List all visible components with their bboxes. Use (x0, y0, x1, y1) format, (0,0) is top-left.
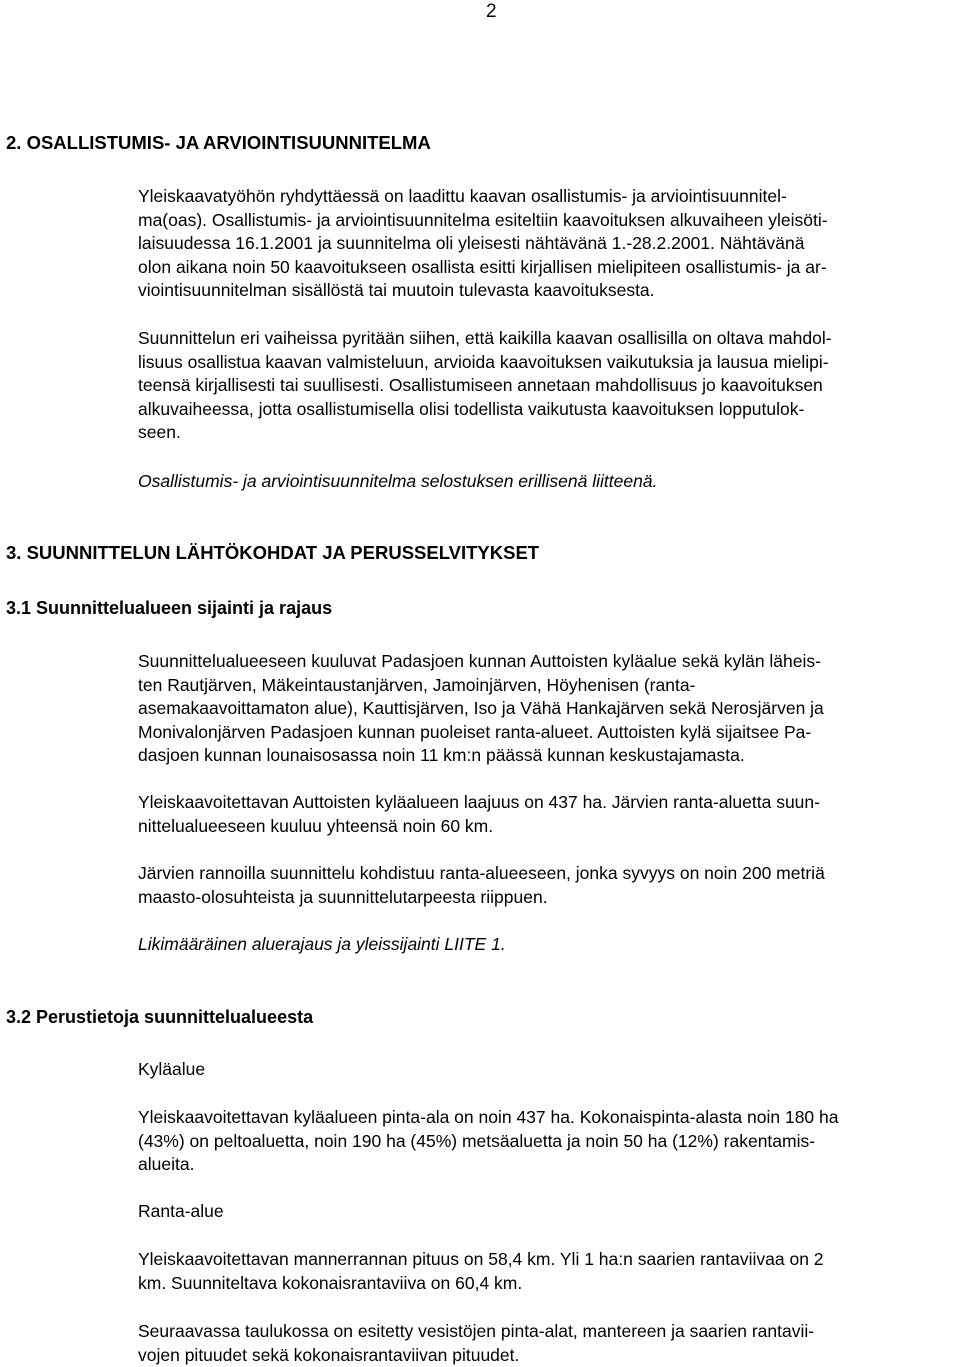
text-line: Yleiskaavatyöhön ryhdyttäessä on laadittu kaavan osallistumis- ja arviointisuunnitel- (138, 186, 787, 206)
text-line: ten Rautjärven, Mäkeintaustanjärven, Jamoinjärven, Höyhenisen (ranta- (138, 674, 696, 695)
page-number: 2 (486, 1, 497, 22)
section-2-heading: 2. OSALLISTUMIS- JA ARVIOINTISUUNNITELMA (6, 132, 431, 153)
text-line: alkuvaiheessa, jotta osallistumisella olisi todellista vaikutusta kaavoituksen lopputulok- (138, 398, 805, 419)
text-line: Yleiskaavoitettavan Auttoisten kyläalueen laajuus on 437 ha. Järvien ranta-aluetta suun- (138, 792, 820, 812)
section-3-1-paragraph-2 (138, 791, 958, 838)
text-line: Yleiskaavoitettavan kyläalueen pinta-ala on noin 437 ha. Kokonaispinta-alasta noin 180 ha (138, 1107, 839, 1127)
text-line: Suunnittelualueeseen kuuluvat Padasjoen kunnan Auttoisten kyläalue sekä kylän läheis- (138, 651, 821, 671)
kylaalue-title: Kyläalue (138, 1059, 206, 1079)
section-3-1-heading: 3.1 Suunnittelualueen sijainti ja rajaus (6, 598, 333, 618)
text-line: seen. (138, 422, 181, 443)
text-line: vojen pituudet sekä kokonaisrantaviivan pituudet. (138, 1344, 520, 1365)
section-2-appendix-note: Osallistumis- ja arviointisuunnitelma selostuksen erillisenä liitteenä. (138, 471, 658, 491)
text-line: maasto-olosuhteista ja suunnittelutarpeesta riippuen. (138, 886, 548, 907)
text-line: Monivalonjärven Padasjoen kunnan puoleiset ranta-alueet. Auttoisten kylä sijaitsee Pa- (138, 721, 812, 742)
ranta-alue-title: Ranta-alue (138, 1201, 224, 1221)
text-line: laisuudessa 16.1.2001 ja suunnitelma oli yleisesti nähtävänä 1.-28.2.2001. Nähtävänä (138, 233, 805, 254)
text-line: Järvien rannoilla suunnittelu kohdistuu ranta-alueeseen, jonka syvyys on noin 200 metriä (138, 863, 825, 883)
text-line: asemakaavoittamaton alue), Kauttisjärven, Iso ja Vähä Hankajärven sekä Nerosjärven ja (138, 698, 824, 719)
section-3-heading: 3. SUUNNITTELUN LÄHTÖKOHDAT JA PERUSSELVITYKSET (6, 542, 540, 563)
section-3-1-paragraph-3 (138, 862, 958, 909)
text-line: ma(oas). Osallistumis- ja arviointisuunnitelma esiteltiin kaavoituksen alkuvaiheen yleisöti- (138, 209, 828, 230)
text-line: Seuraavassa taulukossa on esitetty vesistöjen pinta-alat, mantereen ja saarien rantavii- (138, 1321, 815, 1341)
section-3-2-heading: 3.2 Perustietoja suunnittelualueesta (6, 1007, 314, 1027)
text-line: alueita. (138, 1154, 195, 1175)
text-line: Yleiskaavoitettavan mannerrannan pituus on 58,4 km. Yli 1 ha:n saarien rantaviivaa on 2 (138, 1249, 824, 1269)
section-3-1-appendix-note: Likimääräinen aluerajaus ja yleissijainti LIITE 1. (138, 934, 506, 954)
section-2-paragraph-1 (138, 185, 958, 303)
text-line: olon aikana noin 50 kaavoitukseen osallista esitti kirjallisen mielipiteen osallistumis- ja ar- (138, 256, 827, 277)
ranta-alue-paragraph (138, 1248, 958, 1295)
text-line: km. Suunniteltava kokonaisrantaviiva on 60,4 km. (138, 1272, 523, 1293)
text-line: Suunnittelun eri vaiheissa pyritään siihen, että kaikilla kaavan osallisilla on oltava mahdol- (138, 328, 832, 348)
kylaalue-paragraph (138, 1106, 958, 1177)
text-line: dasjoen kunnan lounaisosassa noin 11 km:n päässä kunnan keskustajamasta. (138, 745, 745, 766)
table-intro-paragraph (138, 1320, 958, 1367)
text-line: (43%) on peltoaluetta, noin 190 ha (45%) metsäaluetta ja noin 50 ha (12%) rakentamis- (138, 1130, 816, 1151)
section-3-1-paragraph-1 (138, 650, 958, 768)
text-line: teensä kirjallisesti tai suullisesti. Osallistumiseen annetaan mahdollisuus jo kaavoituksen (138, 375, 823, 396)
text-line: lisuus osallistua kaavan valmisteluun, arvioida kaavoituksen vaikutuksia ja lausua mielipi- (138, 351, 829, 372)
text-line: viointisuunnitelman sisällöstä tai muutoin tulevasta kaavoituksesta. (138, 280, 655, 301)
section-2-paragraph-2 (138, 327, 958, 445)
text-line: nittelualueeseen kuuluu yhteensä noin 60 km. (138, 815, 494, 836)
